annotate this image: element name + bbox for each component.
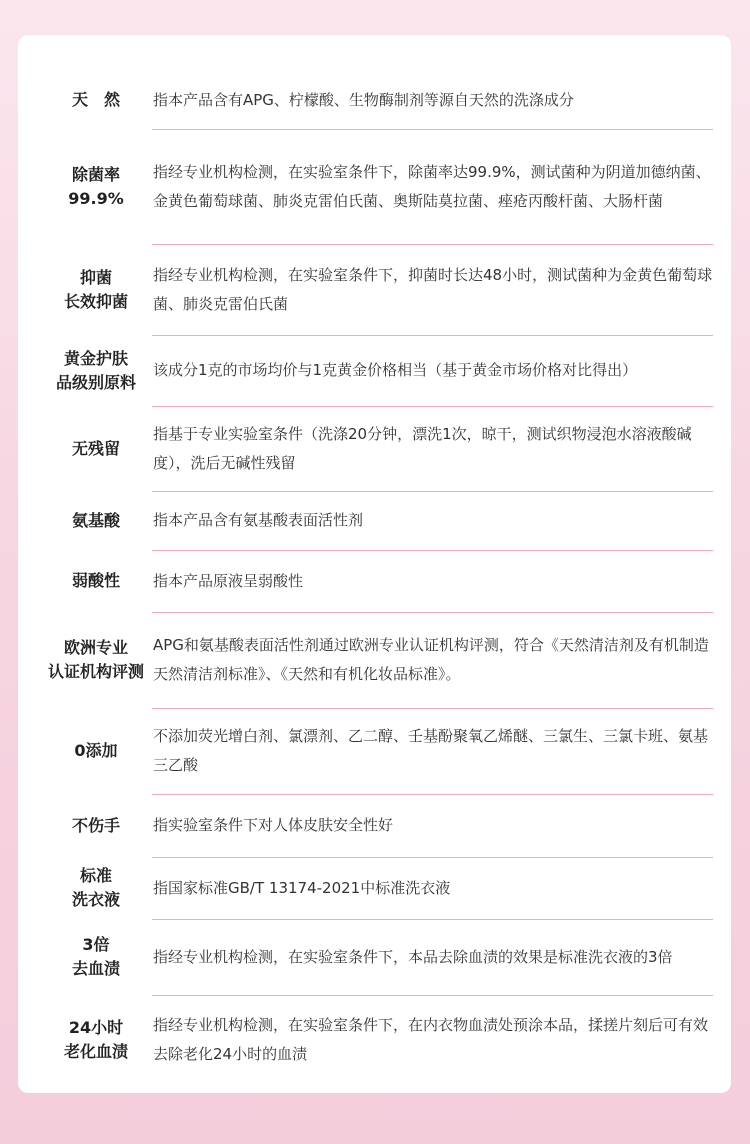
- term-label: 欧洲专业 认证机构评测: [47, 638, 144, 681]
- term-description: 指本产品含有氨基酸表面活性剂: [153, 511, 364, 529]
- term-description: 指经专业机构检测，在实验室条件下，在内衣物血渍处预涂本品，揉搓片刻后可有效去除老化24小时的血渍: [153, 1016, 709, 1063]
- row-gold-grade: [18, 335, 731, 406]
- term-label: 0添加: [74, 741, 118, 760]
- term-label: 黄金护肤 品级别原料: [55, 348, 136, 392]
- row-aged-bloodstain: [18, 995, 731, 1085]
- row-natural: [18, 71, 731, 129]
- row-antibacterial: [18, 244, 731, 335]
- term-label: 3倍 去血渍: [71, 935, 120, 978]
- row-standard-detergent: [18, 857, 731, 919]
- term-label: 抑菌 长效抑菌: [63, 267, 128, 311]
- term-description: 指本产品含有APG、柠檬酸、生物酶制剂等源自天然的洗涤成分: [153, 90, 574, 109]
- term-description: 指经专业机构检测，在实验室条件下，除菌率达99.9%，测试菌种为阴道加德纳菌、金黄色葡萄球菌、肺炎克雷伯氏菌、奥斯陆莫拉菌、痤疮丙酸杆菌、大肠杆菌: [153, 162, 711, 210]
- term-label: 天 然: [71, 90, 120, 109]
- term-description: 指本产品原液呈弱酸性: [153, 571, 304, 590]
- term-description: 指经专业机构检测，在实验室条件下，抑菌时长达48小时，测试菌种为金黄色葡萄球菌、肺炎克雷伯氏菌: [153, 265, 713, 313]
- term-label: 除菌率 99.9%: [68, 164, 124, 208]
- row-eu-certification: [18, 612, 731, 708]
- row-no-residue: [18, 406, 731, 491]
- term-label: 氨基酸: [71, 510, 120, 530]
- row-weak-acid: [18, 550, 731, 612]
- term-label: 24小时 老化血渍: [63, 1018, 128, 1061]
- term-description: 不添加荧光增白剂、氯漂剂、乙二醇、壬基酚聚氧乙烯醚、三氯生、三氯卡班、氨基三乙酸: [153, 727, 709, 774]
- row-sterilization: [18, 129, 731, 244]
- term-label: 弱酸性: [71, 571, 120, 590]
- term-label: 无残留: [71, 438, 120, 458]
- term-label: 标准 洗衣液: [71, 866, 120, 909]
- row-zero-additive: [18, 708, 731, 794]
- row-amino-acid: [18, 491, 731, 550]
- row-gentle-hands: [18, 794, 731, 857]
- term-description: 指实验室条件下对人体皮肤安全性好: [153, 816, 394, 834]
- row-triple-stain-removal: [18, 919, 731, 995]
- term-description: 指经专业机构检测，在实验室条件下，本品去除血渍的效果是标准洗衣液的3倍: [153, 947, 673, 966]
- term-description: 指国家标准GB/T 13174-2021中标准洗衣液: [153, 878, 451, 897]
- term-description: 指基于专业实验室条件（洗涤20分钟，漂洗1次，晾干，测试织物浸泡水溶液酸碱度），洗后无碱性残留: [153, 424, 692, 472]
- term-description: APG和氨基酸表面活性剂通过欧洲专业认证机构评测，符合《天然清洁剂及有机制造天然清洁剂标准》、《天然和有机化妆品标准》。: [153, 636, 709, 683]
- definitions-card: [18, 35, 731, 1093]
- term-description: 该成分1克的市场均价与1克黄金价格相当（基于黄金市场价格对比得出）: [153, 361, 638, 379]
- term-label: 不伤手: [71, 815, 120, 835]
